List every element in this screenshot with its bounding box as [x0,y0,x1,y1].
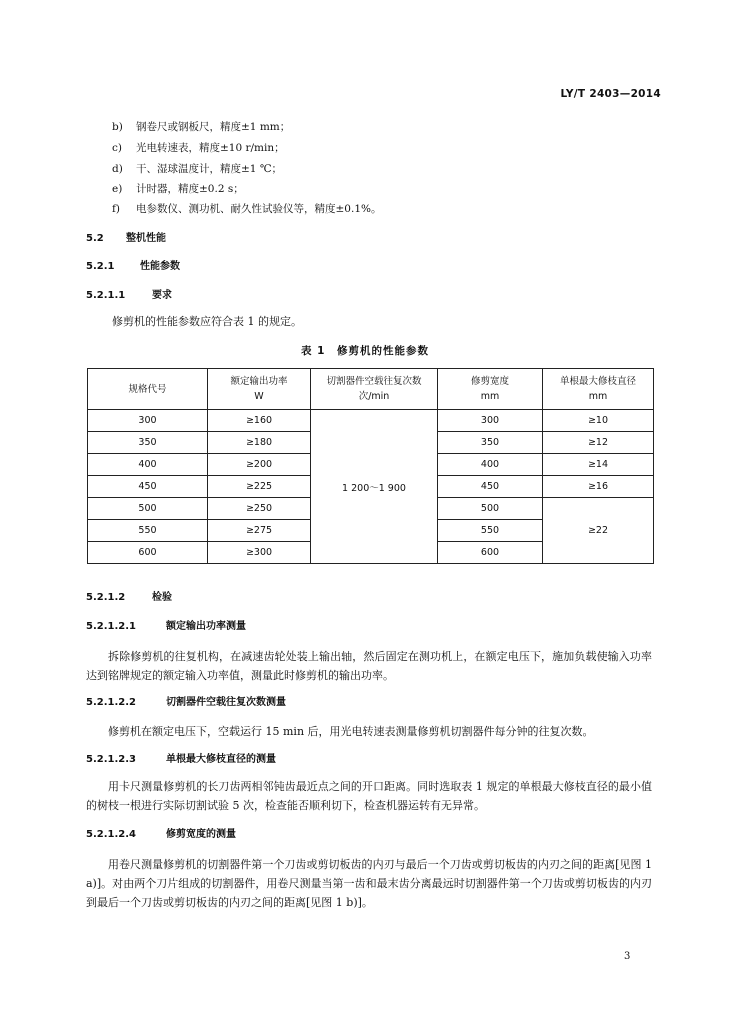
section-number: 5.2.1 [86,261,115,272]
paragraph: 用卷尺测量修剪机的切割器件第一个刀齿或剪切板齿的内刃与最后一个刀齿或剪切板齿的内刃之间的距离[见图 1 a)]。对由两个刀片组成的切割器件，用卷尺测量当第一齿和最末齿分离最远时切割器件第一个刀齿或剪切板齿的内刃到最后一个刀齿或剪切板齿的内刃之间的距离[见图 1 b)]。 [86,858,652,909]
paragraph: 修剪机在额定电压下，空载运行 15 min 后，用光电转速表测量修剪机切割器件每分钟的往复次数。 [108,725,594,738]
section-heading-5-2-1-2-1 [86,617,246,632]
cell-power: ≥275 [208,520,311,542]
cell-power: ≥250 [208,498,311,520]
list-item [112,140,285,155]
cell-diameter: ≥16 [543,476,654,498]
section-heading-5-2 [86,229,166,244]
cell-diameter-merged: ≥22 [543,498,654,564]
list-item-text: 计时器，精度±0.2 s； [136,183,244,195]
list-item [112,119,290,134]
section-title: 单根最大修枝直径的测量 [166,754,276,765]
cell-code: 600 [88,542,208,564]
section-number: 5.2.1.1 [86,290,126,301]
section-title: 整机性能 [126,233,166,244]
table-header-row [88,369,654,410]
paragraph: 拆除修剪机的往复机构，在减速齿轮处装上输出轴，然后固定在测功机上，在额定电压下，施加负载使输入功率达到铭牌规定的额定输入功率值，测量此时修剪机的输出功率。 [86,650,652,682]
section-number: 5.2.1.2 [86,592,126,603]
header-trim-width: 修剪宽度 mm [438,369,543,410]
list-item-label: b) [112,121,123,133]
performance-table [87,368,654,564]
paragraph: 修剪机的性能参数应符合表 1 的规定。 [112,315,302,328]
list-item-text: 钢卷尺或钢板尺，精度±1 mm； [136,121,291,133]
section-title: 要求 [152,290,172,301]
cell-diameter: ≥10 [543,410,654,432]
section-title: 性能参数 [140,261,180,272]
section-number: 5.2.1.2.2 [86,697,136,708]
section-title: 检验 [152,592,172,603]
section-number: 5.2.1.2.4 [86,829,136,840]
standard-code: LY/T 2403—2014 [560,88,661,100]
cell-width: 300 [438,410,543,432]
list-item [112,181,244,196]
cell-width: 600 [438,542,543,564]
paragraph: 用卡尺测量修剪机的长刀齿两相邻钝齿最近点之间的开口距离。同时选取表 1 规定的单根最大修枝直径的最小值的树枝一根进行实际切割试验 5 次，检查能否顺利切下，检查机器运转有无异常。 [86,780,652,812]
cell-code: 450 [88,476,208,498]
section-heading-5-2-1-1 [86,286,172,301]
list-item [112,201,381,216]
cell-reciprocation-merged: 1 200～1 900 [311,410,438,564]
header-reciprocation-count: 切割器件空载往复次数 次/min [311,369,438,410]
cell-width: 350 [438,432,543,454]
list-item-label: d) [112,163,123,175]
cell-power: ≥300 [208,542,311,564]
cell-code: 550 [88,520,208,542]
list-item-text: 光电转速表，精度±10 r/min； [136,142,285,154]
table-caption: 表 1 修剪机的性能参数 [301,345,429,357]
list-item-label: e) [112,183,123,195]
table-row [88,410,654,432]
section-heading-5-2-1 [86,257,180,272]
section-number: 5.2 [86,233,104,244]
section-heading-5-2-1-2-4 [86,825,236,840]
section-heading-5-2-1-2-3 [86,750,276,765]
list-item-text: 电参数仪、测功机、耐久性试验仪等，精度±0.1%。 [136,203,382,215]
cell-width: 550 [438,520,543,542]
section-title: 修剪宽度的测量 [166,829,236,840]
section-heading-5-2-1-2-2 [86,693,286,708]
list-item-label: c) [112,142,122,154]
page-number: 3 [624,951,631,962]
section-title: 切割器件空载往复次数测量 [166,697,286,708]
cell-code: 400 [88,454,208,476]
list-item-text: 干、湿球温度计，精度±1 ℃； [136,163,283,175]
cell-code: 500 [88,498,208,520]
cell-code: 300 [88,410,208,432]
cell-width: 500 [438,498,543,520]
list-item-label: f) [112,203,120,215]
header-max-branch-diameter: 单根最大修枝直径 mm [543,369,654,410]
cell-code: 350 [88,432,208,454]
list-item [112,161,282,176]
section-number: 5.2.1.2.1 [86,621,136,632]
header-spec-code: 规格代号 [88,369,208,410]
cell-width: 450 [438,476,543,498]
cell-power: ≥180 [208,432,311,454]
cell-width: 400 [438,454,543,476]
header-rated-output-power: 额定输出功率 W [208,369,311,410]
cell-power: ≥225 [208,476,311,498]
cell-diameter: ≥12 [543,432,654,454]
cell-diameter: ≥14 [543,454,654,476]
section-number: 5.2.1.2.3 [86,754,136,765]
section-title: 额定输出功率测量 [166,621,246,632]
section-heading-5-2-1-2 [86,588,172,603]
cell-power: ≥160 [208,410,311,432]
cell-power: ≥200 [208,454,311,476]
